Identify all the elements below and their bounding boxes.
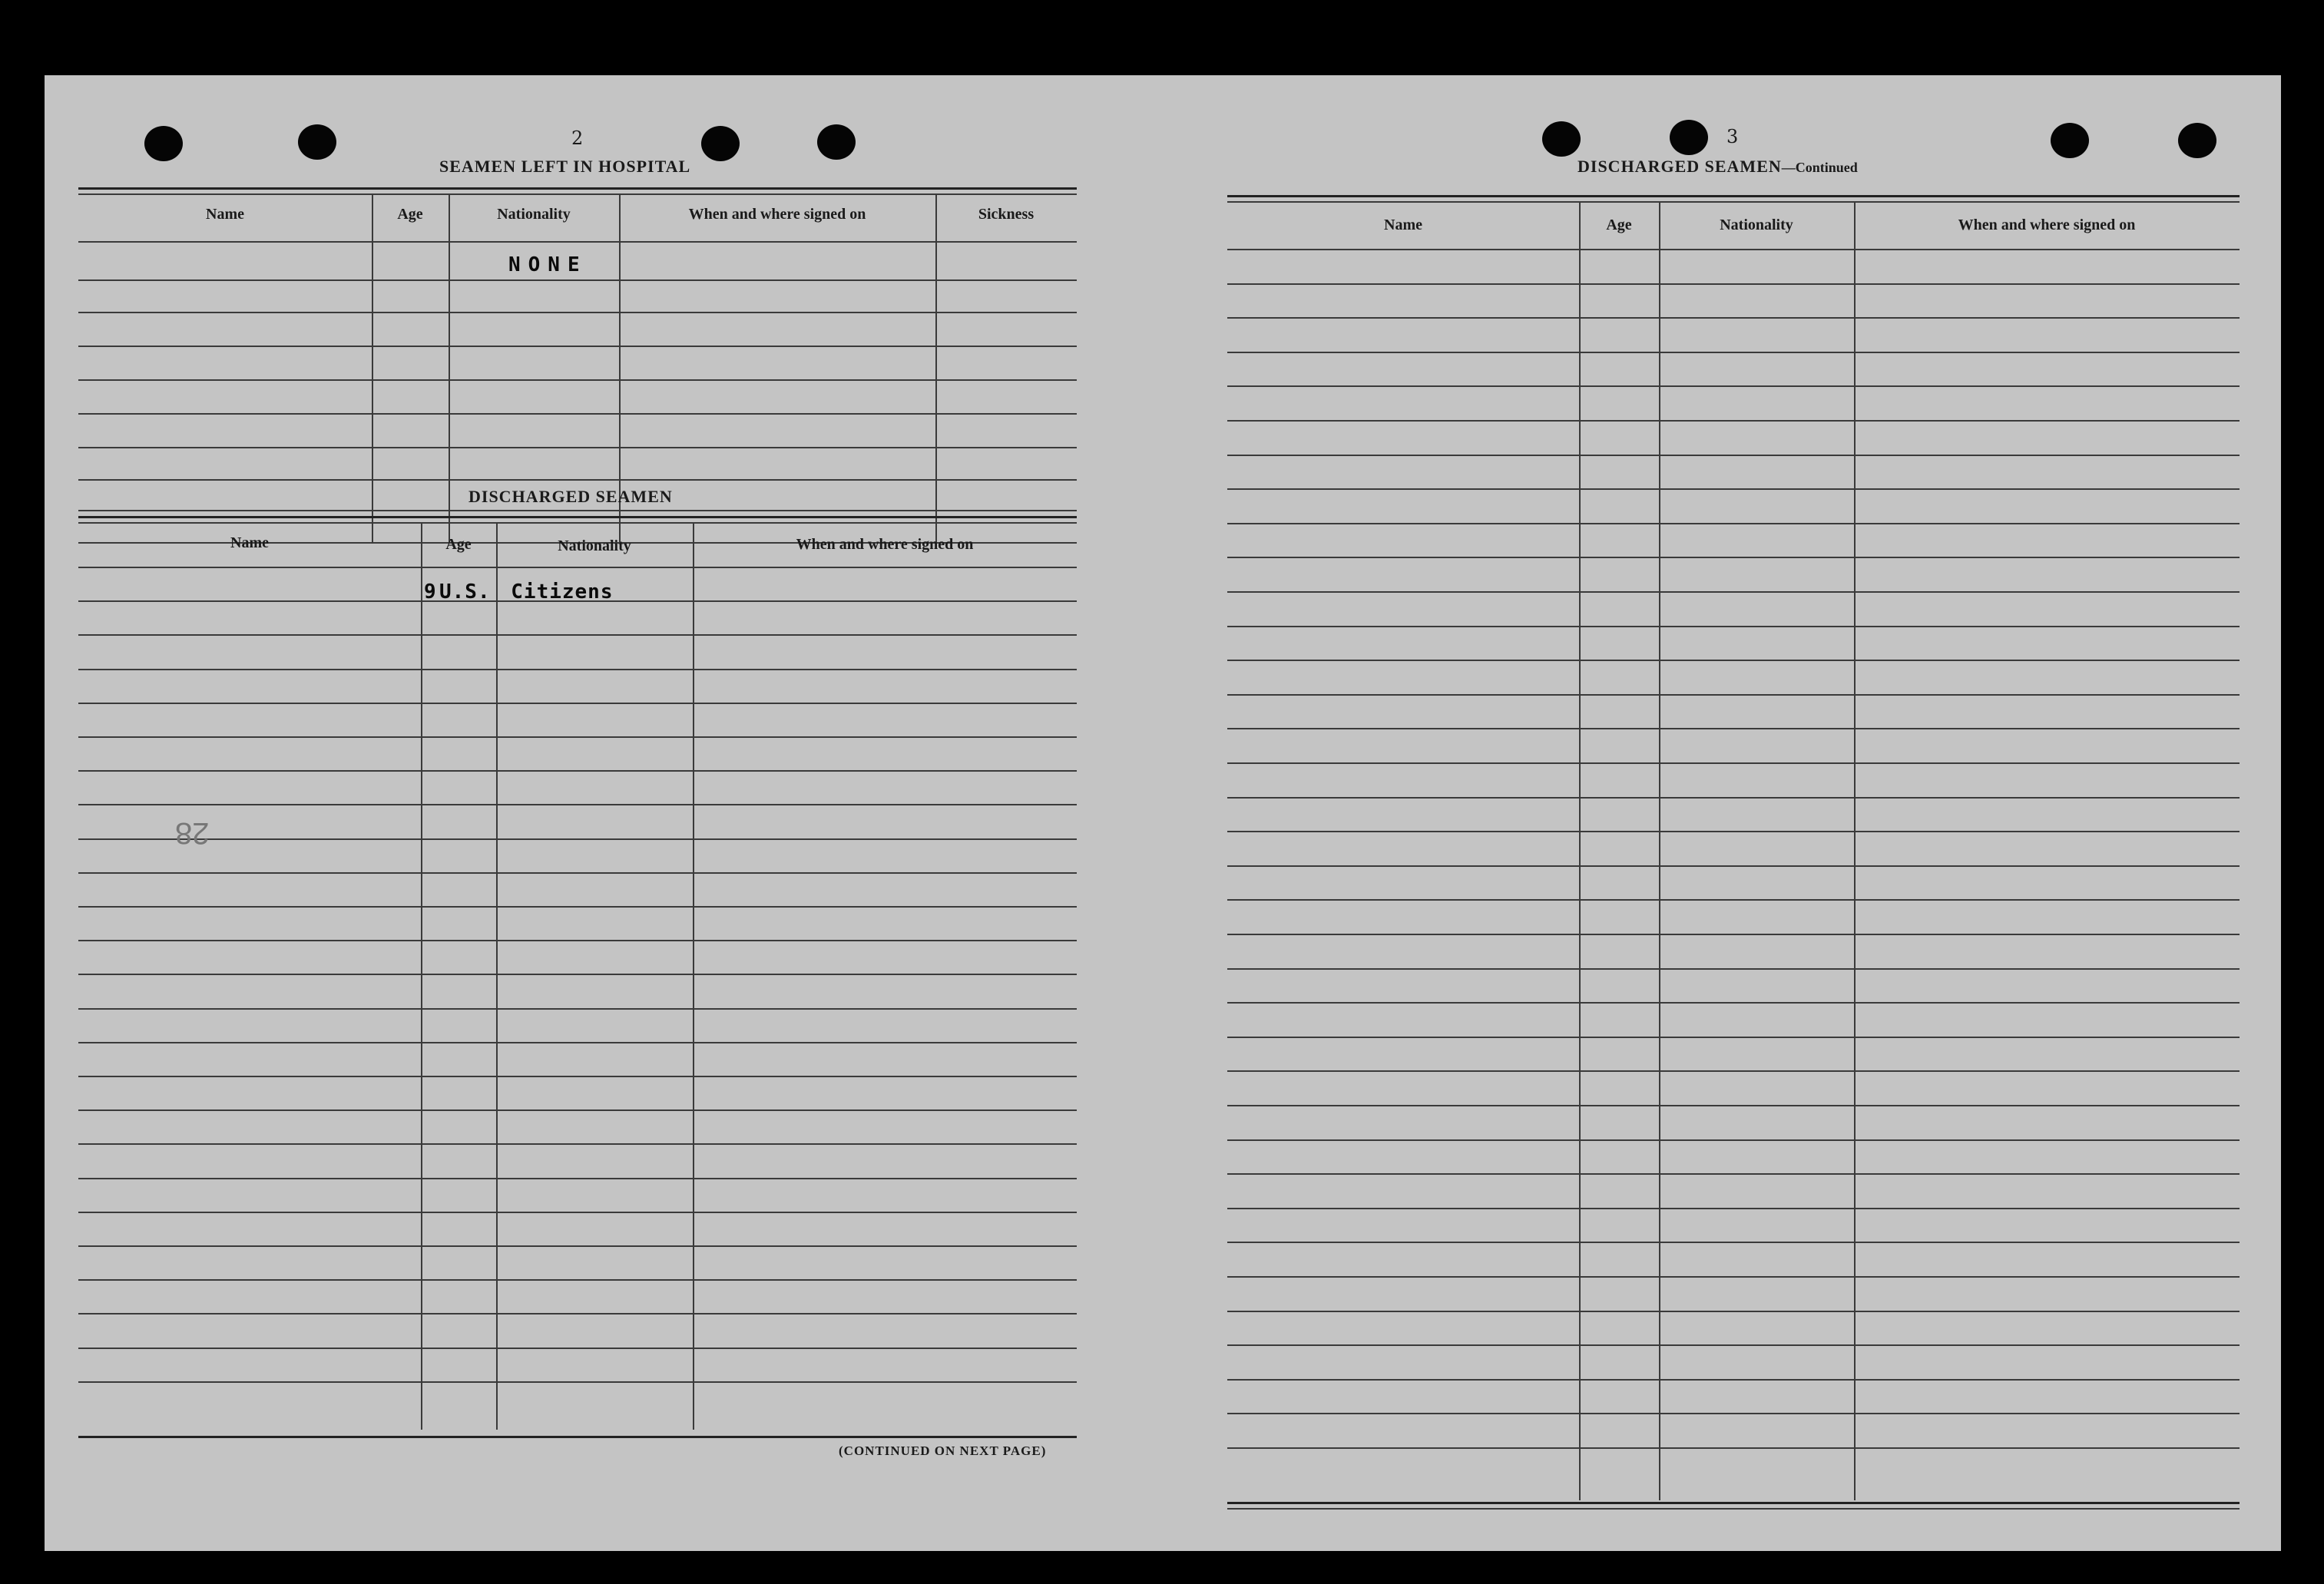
left-page-number: 2 — [571, 127, 584, 149]
hospital-entry-none: NONE — [508, 253, 588, 276]
ledger-row-line — [1227, 557, 2240, 558]
ledger-row-line — [78, 974, 1077, 975]
ledger-row-line — [78, 906, 1077, 908]
discharged-col-age: Age — [445, 536, 472, 553]
ledger-row-line — [78, 1245, 1077, 1247]
ledger-row-line — [78, 804, 1077, 805]
ledger-row-line — [78, 770, 1077, 772]
ledger-row-line — [1227, 591, 2240, 593]
ledger-row-line — [78, 1348, 1077, 1349]
punch-hole — [2178, 123, 2216, 158]
ledger-row-line — [78, 1109, 1077, 1111]
ledger-row-line — [1227, 968, 2240, 970]
ledger-row-line — [1227, 1311, 2240, 1312]
punch-hole — [298, 124, 336, 160]
document-sheet — [45, 75, 2281, 1551]
right-col-name: Name — [1384, 217, 1422, 233]
ledger-row-line — [1227, 1242, 2240, 1243]
right-section-title-text: DISCHARGED SEAMEN — [1577, 157, 1782, 176]
ledger-row-line — [1227, 249, 2240, 250]
ledger-row-line — [1227, 1037, 2240, 1038]
ledger-row-line — [1227, 934, 2240, 935]
punch-hole — [817, 124, 856, 160]
ledger-row-line — [1227, 1344, 2240, 1346]
ledger-row-line — [1227, 385, 2240, 387]
discharged-entry-nationality: U.S. Citizens — [439, 580, 614, 604]
ledger-row-line — [1227, 420, 2240, 422]
punch-hole — [701, 126, 740, 161]
discharged-entry-age: 9 — [424, 580, 439, 604]
ledger-row-line — [1227, 283, 2240, 285]
discharged-section-title: DISCHARGED SEAMEN — [468, 487, 673, 506]
ledger-row-line — [78, 1279, 1077, 1281]
right-page-number: 3 — [1726, 126, 1739, 147]
hospital-col-signed-on: When and where signed on — [688, 206, 866, 223]
hospital-col-age: Age — [397, 206, 423, 223]
ledger-row-line — [1227, 1105, 2240, 1106]
ledger-row-line — [78, 736, 1077, 738]
ledger-row-line — [1227, 865, 2240, 867]
ledger-row-line — [1227, 899, 2240, 901]
ledger-row-line — [1227, 352, 2240, 353]
ledger-row-line — [1227, 660, 2240, 661]
ledger-row-line — [78, 940, 1077, 941]
hospital-section-title: SEAMEN LEFT IN HOSPITAL — [439, 157, 691, 176]
right-col-age: Age — [1606, 217, 1632, 233]
ledger-row-line — [1227, 762, 2240, 764]
ledger-row-line — [78, 567, 1077, 568]
punch-hole — [144, 126, 183, 161]
ledger-row-line — [78, 1212, 1077, 1213]
ledger-row-line — [1227, 1208, 2240, 1209]
ledger-row-line — [78, 669, 1077, 670]
ledger-row-line — [1227, 488, 2240, 490]
right-col-signed-on: When and where signed on — [1958, 217, 2136, 233]
ledger-row-line — [78, 872, 1077, 874]
ledger-row-line — [1227, 1413, 2240, 1414]
ledger-row-line — [78, 634, 1077, 636]
right-section-title-suffix: —Continued — [1781, 160, 1858, 175]
ledger-row-line — [78, 1076, 1077, 1077]
ledger-row-line — [78, 1008, 1077, 1010]
ledger-row-line — [1227, 1139, 2240, 1141]
ledger-row-line — [1227, 1276, 2240, 1278]
right-col-nationality: Nationality — [1720, 217, 1793, 233]
ledger-row-line — [1227, 523, 2240, 524]
ledger-row-line — [1227, 797, 2240, 799]
right-section-title — [1577, 157, 1858, 177]
ledger-row-line — [1227, 317, 2240, 319]
ledger-row-line — [1227, 626, 2240, 627]
discharged-col-signed-on: When and where signed on — [796, 536, 974, 553]
ledger-row-line — [1227, 1379, 2240, 1381]
ledger-row-line — [1227, 831, 2240, 832]
ledger-row-line — [78, 1313, 1077, 1314]
punch-hole — [1542, 121, 1581, 157]
ledger-row-line — [1227, 694, 2240, 696]
punch-hole — [2051, 123, 2089, 158]
margin-note: 28 — [175, 816, 210, 850]
ledger-row-line — [78, 1381, 1077, 1383]
ledger-row-line — [1227, 728, 2240, 729]
ledger-row-line — [1227, 1070, 2240, 1072]
ledger-row-line — [1227, 1002, 2240, 1004]
hospital-col-sickness: Sickness — [978, 206, 1035, 223]
continued-footer: (CONTINUED ON NEXT PAGE) — [839, 1443, 1047, 1458]
hospital-col-name: Name — [206, 206, 244, 223]
ledger-row-line — [78, 1178, 1077, 1179]
punch-hole — [1670, 120, 1708, 155]
ledger-row-line — [1227, 1447, 2240, 1449]
ledger-row-line — [78, 838, 1077, 840]
discharged-col-name: Name — [230, 534, 269, 551]
ledger-row-line — [1227, 455, 2240, 456]
discharged-col-nationality: Nationality — [558, 537, 631, 554]
ledger-row-line — [1227, 1173, 2240, 1175]
hospital-col-nationality: Nationality — [497, 206, 571, 223]
ledger-row-line — [78, 1042, 1077, 1043]
ledger-row-line — [78, 1143, 1077, 1145]
ledger-row-line — [78, 703, 1077, 704]
